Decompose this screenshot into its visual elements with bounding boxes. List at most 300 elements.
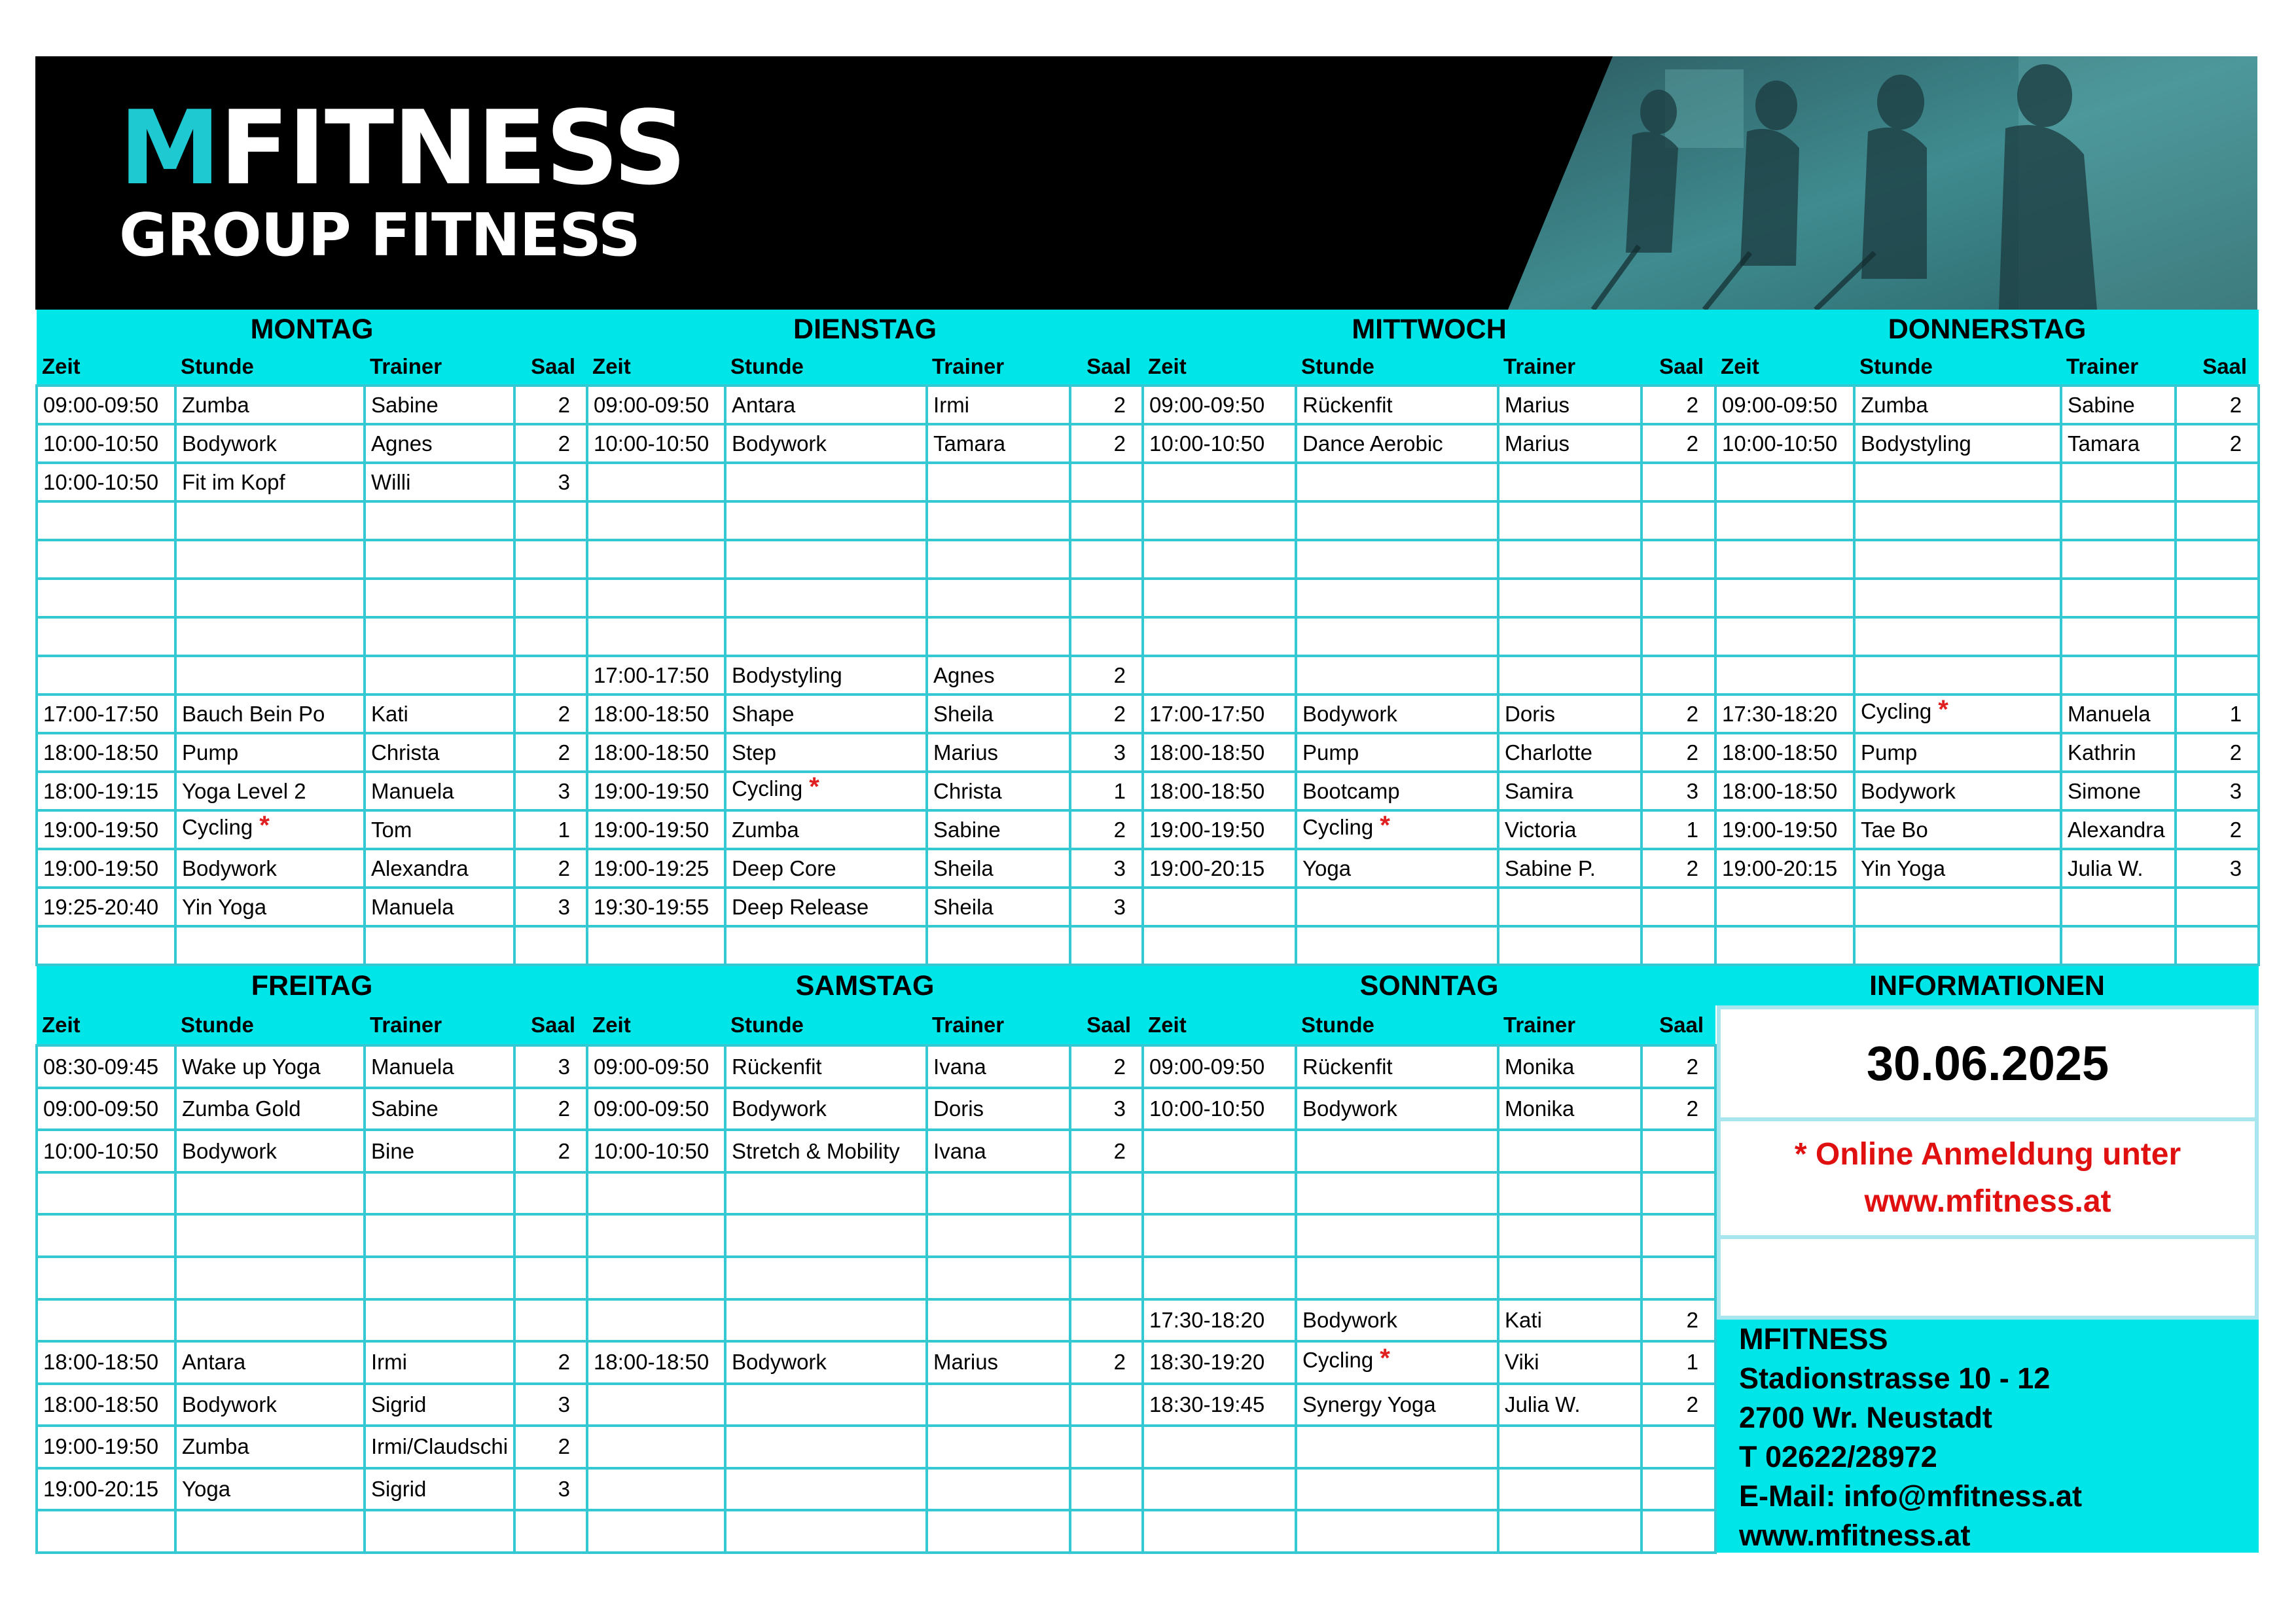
class-cell: Bodywork	[1296, 695, 1498, 733]
class-cell	[1296, 540, 1498, 579]
class-cell: Bodywork	[175, 424, 365, 463]
time-cell	[1715, 501, 1854, 540]
contact-line: 2700 Wr. Neustadt	[1739, 1401, 1992, 1434]
time-cell: 19:25-20:40	[37, 888, 175, 926]
time-cell	[1715, 463, 1854, 501]
time-cell: 18:00-18:50	[37, 733, 175, 772]
time-cell	[37, 540, 175, 579]
schedule-row	[37, 926, 2259, 965]
room-cell: 3	[514, 1468, 587, 1511]
contact-line: Stadionstrasse 10 - 12	[1739, 1362, 2051, 1395]
room-cell: 1	[1641, 810, 1715, 849]
class-cell: Antara	[725, 386, 927, 424]
column-header-saal: Saal	[514, 349, 587, 386]
room-cell: 2	[514, 1130, 587, 1172]
trainer-cell: Ivana	[927, 1045, 1070, 1088]
schedule-row	[37, 810, 2259, 849]
trainer-cell: Tamara	[927, 424, 1070, 463]
class-cell	[725, 1214, 927, 1257]
room-cell	[1070, 1468, 1143, 1511]
class-cell	[1296, 656, 1498, 695]
class-cell: Zumba	[725, 810, 927, 849]
trainer-cell	[927, 463, 1070, 501]
time-cell	[1143, 501, 1296, 540]
room-cell	[514, 1172, 587, 1215]
class-cell: Pump	[175, 733, 365, 772]
time-cell	[1715, 617, 1854, 656]
time-cell: 18:00-18:50	[37, 1384, 175, 1426]
room-cell: 2	[514, 1088, 587, 1130]
trainer-cell	[927, 1172, 1070, 1215]
class-cell	[175, 926, 365, 965]
trainer-cell	[1498, 926, 1641, 965]
trainer-cell: Sabine	[365, 1088, 514, 1130]
time-cell: 09:00-09:50	[37, 386, 175, 424]
room-cell: 2	[1641, 1384, 1715, 1426]
class-cell	[1296, 463, 1498, 501]
class-cell: Bodywork	[1296, 1299, 1498, 1342]
trainer-cell	[1498, 1172, 1641, 1215]
room-cell: 3	[514, 888, 587, 926]
trainer-cell	[365, 926, 514, 965]
time-cell: 19:30-19:55	[587, 888, 725, 926]
class-cell	[1296, 1214, 1498, 1257]
class-cell	[1296, 1172, 1498, 1215]
class-cell	[1854, 463, 2061, 501]
column-header-stunde: Stunde	[1296, 349, 1498, 386]
cycling-class-photo	[1508, 56, 2257, 310]
trainer-cell: Ivana	[927, 1130, 1070, 1172]
time-cell	[587, 1510, 725, 1553]
trainer-cell: Sabine	[2061, 386, 2176, 424]
class-cell	[725, 1510, 927, 1553]
time-cell: 18:00-18:50	[587, 733, 725, 772]
room-cell: 3	[514, 463, 587, 501]
class-cell	[1854, 926, 2061, 965]
room-cell	[1641, 540, 1715, 579]
class-cell: Rückenfit	[1296, 386, 1498, 424]
column-header-saal: Saal	[2176, 349, 2259, 386]
room-cell: 2	[1070, 1130, 1143, 1172]
schedule-row	[37, 424, 2259, 463]
room-cell	[514, 501, 587, 540]
time-cell: 09:00-09:50	[587, 1088, 725, 1130]
contact-line: E-Mail: info@mfitness.at	[1739, 1479, 2082, 1513]
class-cell: Stretch & Mobility	[725, 1130, 927, 1172]
trainer-cell: Kati	[1498, 1299, 1641, 1342]
room-cell: 3	[2176, 772, 2259, 810]
column-header-zeit: Zeit	[1143, 1005, 1296, 1045]
time-cell	[1143, 1172, 1296, 1215]
trainer-cell	[2061, 463, 2176, 501]
class-cell	[725, 926, 927, 965]
room-cell	[2176, 926, 2259, 965]
room-cell: 2	[1641, 424, 1715, 463]
time-cell: 10:00-10:50	[1143, 424, 1296, 463]
room-cell: 3	[1070, 849, 1143, 888]
class-cell: Cycling *	[175, 810, 365, 849]
time-cell	[1143, 540, 1296, 579]
trainer-cell	[1498, 617, 1641, 656]
trainer-cell: Samira	[1498, 772, 1641, 810]
room-cell	[1070, 1510, 1143, 1553]
time-cell: 18:30-19:20	[1143, 1341, 1296, 1384]
room-cell: 2	[514, 386, 587, 424]
time-cell: 17:30-18:20	[1143, 1299, 1296, 1342]
class-cell	[175, 1172, 365, 1215]
room-cell	[1070, 540, 1143, 579]
room-cell: 2	[1070, 810, 1143, 849]
trainer-cell: Sheila	[927, 849, 1070, 888]
trainer-cell	[1498, 1426, 1641, 1468]
room-cell	[1070, 501, 1143, 540]
trainer-cell	[365, 656, 514, 695]
room-cell	[2176, 617, 2259, 656]
time-cell	[1143, 1510, 1296, 1553]
time-cell	[1143, 1257, 1296, 1299]
class-cell	[725, 501, 927, 540]
time-cell: 19:00-19:50	[1715, 810, 1854, 849]
time-cell	[1143, 579, 1296, 617]
online-booking-line1: * Online Anmeldung unter	[1794, 1137, 2181, 1172]
info-header: INFORMATIONEN	[1715, 966, 2259, 1005]
class-cell: Rückenfit	[725, 1045, 927, 1088]
class-cell: Cycling *	[1854, 695, 2061, 733]
time-cell	[1143, 1214, 1296, 1257]
class-cell: Deep Core	[725, 849, 927, 888]
class-cell: Bodywork	[175, 849, 365, 888]
room-cell	[1070, 1257, 1143, 1299]
trainer-cell	[927, 540, 1070, 579]
time-cell: 19:00-19:50	[587, 772, 725, 810]
contact-block	[1717, 1320, 2259, 1553]
room-cell: 2	[1641, 849, 1715, 888]
room-cell	[1070, 1214, 1143, 1257]
class-cell: Zumba	[1854, 386, 2061, 424]
room-cell: 2	[514, 695, 587, 733]
room-cell: 2	[2176, 733, 2259, 772]
room-cell: 2	[1641, 733, 1715, 772]
online-booking-star-icon: *	[259, 811, 270, 840]
class-cell	[725, 1172, 927, 1215]
room-cell: 2	[514, 1341, 587, 1384]
schedule-row	[37, 463, 2259, 501]
column-header-saal: Saal	[1070, 349, 1143, 386]
day-header-montag: MONTAG	[37, 310, 587, 349]
trainer-cell	[365, 1257, 514, 1299]
trainer-cell: Julia W.	[2061, 849, 2176, 888]
class-cell	[1854, 656, 2061, 695]
time-cell: 19:00-19:50	[587, 810, 725, 849]
class-cell: Bodystyling	[725, 656, 927, 695]
room-cell	[1641, 1257, 1715, 1299]
time-cell	[587, 1172, 725, 1215]
online-booking-star-icon: *	[1938, 695, 1948, 724]
class-cell	[1296, 1257, 1498, 1299]
mfitness-logo: MFITNESS GROUP FITNESS	[119, 88, 686, 270]
schedule-row	[37, 695, 2259, 733]
trainer-cell: Doris	[927, 1088, 1070, 1130]
time-cell: 09:00-09:50	[587, 386, 725, 424]
online-booking-link[interactable]: www.mfitness.at	[1864, 1184, 2111, 1219]
header-banner	[35, 56, 2257, 310]
room-cell	[1641, 1214, 1715, 1257]
time-cell: 17:00-17:50	[37, 695, 175, 733]
trainer-cell	[2061, 888, 2176, 926]
trainer-cell	[927, 501, 1070, 540]
time-cell: 10:00-10:50	[37, 424, 175, 463]
room-cell	[1641, 463, 1715, 501]
class-cell	[175, 540, 365, 579]
room-cell: 2	[2176, 424, 2259, 463]
room-cell: 2	[514, 849, 587, 888]
room-cell: 2	[514, 1426, 587, 1468]
room-cell	[514, 926, 587, 965]
room-cell: 3	[514, 1384, 587, 1426]
room-cell: 2	[1641, 386, 1715, 424]
trainer-cell: Monika	[1498, 1045, 1641, 1088]
column-header-trainer: Trainer	[1498, 349, 1641, 386]
time-cell	[587, 1257, 725, 1299]
class-cell	[1296, 1426, 1498, 1468]
class-cell	[1296, 1510, 1498, 1553]
schedule-row	[37, 772, 2259, 810]
class-cell	[1854, 501, 2061, 540]
time-cell: 18:00-18:50	[1143, 772, 1296, 810]
trainer-cell: Manuela	[365, 772, 514, 810]
room-cell: 3	[514, 1045, 587, 1088]
class-cell	[1854, 888, 2061, 926]
time-cell	[37, 1172, 175, 1215]
time-cell: 10:00-10:50	[37, 463, 175, 501]
trainer-cell: Viki	[1498, 1341, 1641, 1384]
class-cell: Cycling *	[1296, 1341, 1498, 1384]
time-cell: 10:00-10:50	[587, 1130, 725, 1172]
class-cell	[1854, 540, 2061, 579]
class-cell	[1296, 617, 1498, 656]
column-header-trainer: Trainer	[927, 1005, 1070, 1045]
room-cell	[514, 656, 587, 695]
trainer-cell: Manuela	[365, 888, 514, 926]
class-cell	[725, 617, 927, 656]
trainer-cell	[365, 540, 514, 579]
time-cell	[37, 1299, 175, 1342]
class-cell	[1296, 1130, 1498, 1172]
trainer-cell: Bine	[365, 1130, 514, 1172]
schedule-row	[37, 617, 2259, 656]
room-cell: 3	[1641, 772, 1715, 810]
trainer-cell	[365, 1510, 514, 1553]
column-header-trainer: Trainer	[1498, 1005, 1641, 1045]
trainer-cell	[927, 1426, 1070, 1468]
time-cell	[587, 926, 725, 965]
column-header-saal: Saal	[1070, 1005, 1143, 1045]
trainer-cell	[1498, 1510, 1641, 1553]
room-cell	[514, 1299, 587, 1342]
time-cell	[587, 1384, 725, 1426]
room-cell: 2	[1641, 1088, 1715, 1130]
trainer-cell	[1498, 1257, 1641, 1299]
column-header-trainer: Trainer	[365, 349, 514, 386]
trainer-cell	[2061, 926, 2176, 965]
room-cell: 2	[1070, 424, 1143, 463]
trainer-cell: Monika	[1498, 1088, 1641, 1130]
trainer-cell	[1498, 501, 1641, 540]
class-cell: Yoga	[1296, 849, 1498, 888]
time-cell: 18:00-19:15	[37, 772, 175, 810]
time-cell: 18:00-18:50	[587, 1341, 725, 1384]
time-cell	[587, 540, 725, 579]
schedule-row	[37, 540, 2259, 579]
trainer-cell: Irmi	[927, 386, 1070, 424]
time-cell	[37, 501, 175, 540]
room-cell: 2	[2176, 810, 2259, 849]
room-cell: 3	[1070, 733, 1143, 772]
room-cell: 1	[514, 810, 587, 849]
time-cell: 10:00-10:50	[1143, 1088, 1296, 1130]
time-cell: 18:00-18:50	[1715, 733, 1854, 772]
trainer-cell	[1498, 656, 1641, 695]
class-cell: Bootcamp	[1296, 772, 1498, 810]
trainer-cell	[927, 1214, 1070, 1257]
trainer-cell: Tom	[365, 810, 514, 849]
column-header-zeit: Zeit	[587, 349, 725, 386]
time-cell	[587, 1426, 725, 1468]
class-cell	[725, 463, 927, 501]
time-cell	[37, 579, 175, 617]
class-cell: Tae Bo	[1854, 810, 2061, 849]
schedule-date: 30.06.2025	[1717, 1005, 2259, 1121]
time-cell: 09:00-09:50	[37, 1088, 175, 1130]
time-cell	[37, 1214, 175, 1257]
column-header-stunde: Stunde	[725, 1005, 927, 1045]
trainer-cell	[1498, 1468, 1641, 1511]
class-cell: Bodywork	[1854, 772, 2061, 810]
trainer-cell: Tamara	[2061, 424, 2176, 463]
column-header-trainer: Trainer	[927, 349, 1070, 386]
trainer-cell: Manuela	[2061, 695, 2176, 733]
room-cell: 2	[1070, 695, 1143, 733]
time-cell	[587, 617, 725, 656]
class-cell	[1854, 617, 2061, 656]
class-cell	[175, 656, 365, 695]
trainer-cell	[1498, 540, 1641, 579]
class-cell	[725, 1468, 927, 1511]
trainer-cell	[2061, 579, 2176, 617]
time-cell: 19:00-19:50	[37, 1426, 175, 1468]
class-cell	[175, 1257, 365, 1299]
day-header-dienstag: DIENSTAG	[587, 310, 1143, 349]
room-cell	[2176, 501, 2259, 540]
class-cell: Antara	[175, 1341, 365, 1384]
time-cell	[587, 463, 725, 501]
schedule-row	[37, 579, 2259, 617]
class-cell: Bauch Bein Po	[175, 695, 365, 733]
class-cell: Bodystyling	[1854, 424, 2061, 463]
day-header-samstag: SAMSTAG	[587, 966, 1143, 1005]
day-header-freitag: FREITAG	[37, 966, 587, 1005]
online-booking-star-icon: *	[809, 772, 819, 801]
trainer-cell: Marius	[1498, 424, 1641, 463]
room-cell	[1070, 1299, 1143, 1342]
trainer-cell: Kati	[365, 695, 514, 733]
trainer-cell	[1498, 888, 1641, 926]
class-cell: Shape	[725, 695, 927, 733]
class-cell	[1296, 888, 1498, 926]
weekday-schedule-top	[35, 310, 2260, 966]
time-cell: 09:00-09:50	[587, 1045, 725, 1088]
trainer-cell: Willi	[365, 463, 514, 501]
room-cell	[1070, 1172, 1143, 1215]
trainer-cell	[365, 579, 514, 617]
room-cell	[514, 617, 587, 656]
class-cell: Rückenfit	[1296, 1045, 1498, 1088]
schedule-page	[35, 56, 2257, 1554]
schedule-row	[37, 656, 2259, 695]
trainer-cell	[927, 617, 1070, 656]
column-header-zeit: Zeit	[37, 349, 175, 386]
room-cell	[514, 1257, 587, 1299]
room-cell	[2176, 656, 2259, 695]
class-cell: Deep Release	[725, 888, 927, 926]
class-cell	[1854, 579, 2061, 617]
room-cell	[1641, 656, 1715, 695]
trainer-cell: Irmi/Claudschi	[365, 1426, 514, 1468]
class-cell: Dance Aerobic	[1296, 424, 1498, 463]
room-cell	[2176, 888, 2259, 926]
time-cell	[1715, 540, 1854, 579]
time-cell: 18:00-18:50	[587, 695, 725, 733]
time-cell: 08:30-09:45	[37, 1045, 175, 1088]
class-cell: Yin Yoga	[175, 888, 365, 926]
class-cell: Zumba	[175, 386, 365, 424]
time-cell	[587, 1214, 725, 1257]
column-header-zeit: Zeit	[1715, 349, 1854, 386]
room-cell	[1641, 1468, 1715, 1511]
trainer-cell	[1498, 1214, 1641, 1257]
time-cell	[1143, 1426, 1296, 1468]
time-cell: 18:00-18:50	[37, 1341, 175, 1384]
room-cell	[1641, 579, 1715, 617]
trainer-cell: Doris	[1498, 695, 1641, 733]
class-cell: Step	[725, 733, 927, 772]
room-cell	[2176, 579, 2259, 617]
room-cell	[1641, 1172, 1715, 1215]
trainer-cell: Sigrid	[365, 1468, 514, 1511]
column-header-stunde: Stunde	[175, 1005, 365, 1045]
time-cell	[1715, 579, 1854, 617]
room-cell: 2	[1070, 656, 1143, 695]
class-cell	[1296, 579, 1498, 617]
room-cell: 3	[1070, 1088, 1143, 1130]
room-cell	[1641, 617, 1715, 656]
trainer-cell: Sigrid	[365, 1384, 514, 1426]
time-cell	[1715, 888, 1854, 926]
trainer-cell: Sheila	[927, 888, 1070, 926]
trainer-cell: Agnes	[365, 424, 514, 463]
trainer-cell	[1498, 579, 1641, 617]
class-cell	[725, 1384, 927, 1426]
class-cell: Yin Yoga	[1854, 849, 2061, 888]
time-cell	[1715, 656, 1854, 695]
room-cell	[2176, 463, 2259, 501]
trainer-cell: Simone	[2061, 772, 2176, 810]
room-cell: 2	[1641, 1045, 1715, 1088]
trainer-cell	[365, 501, 514, 540]
class-cell	[175, 1214, 365, 1257]
time-cell	[1143, 463, 1296, 501]
trainer-cell: Alexandra	[2061, 810, 2176, 849]
